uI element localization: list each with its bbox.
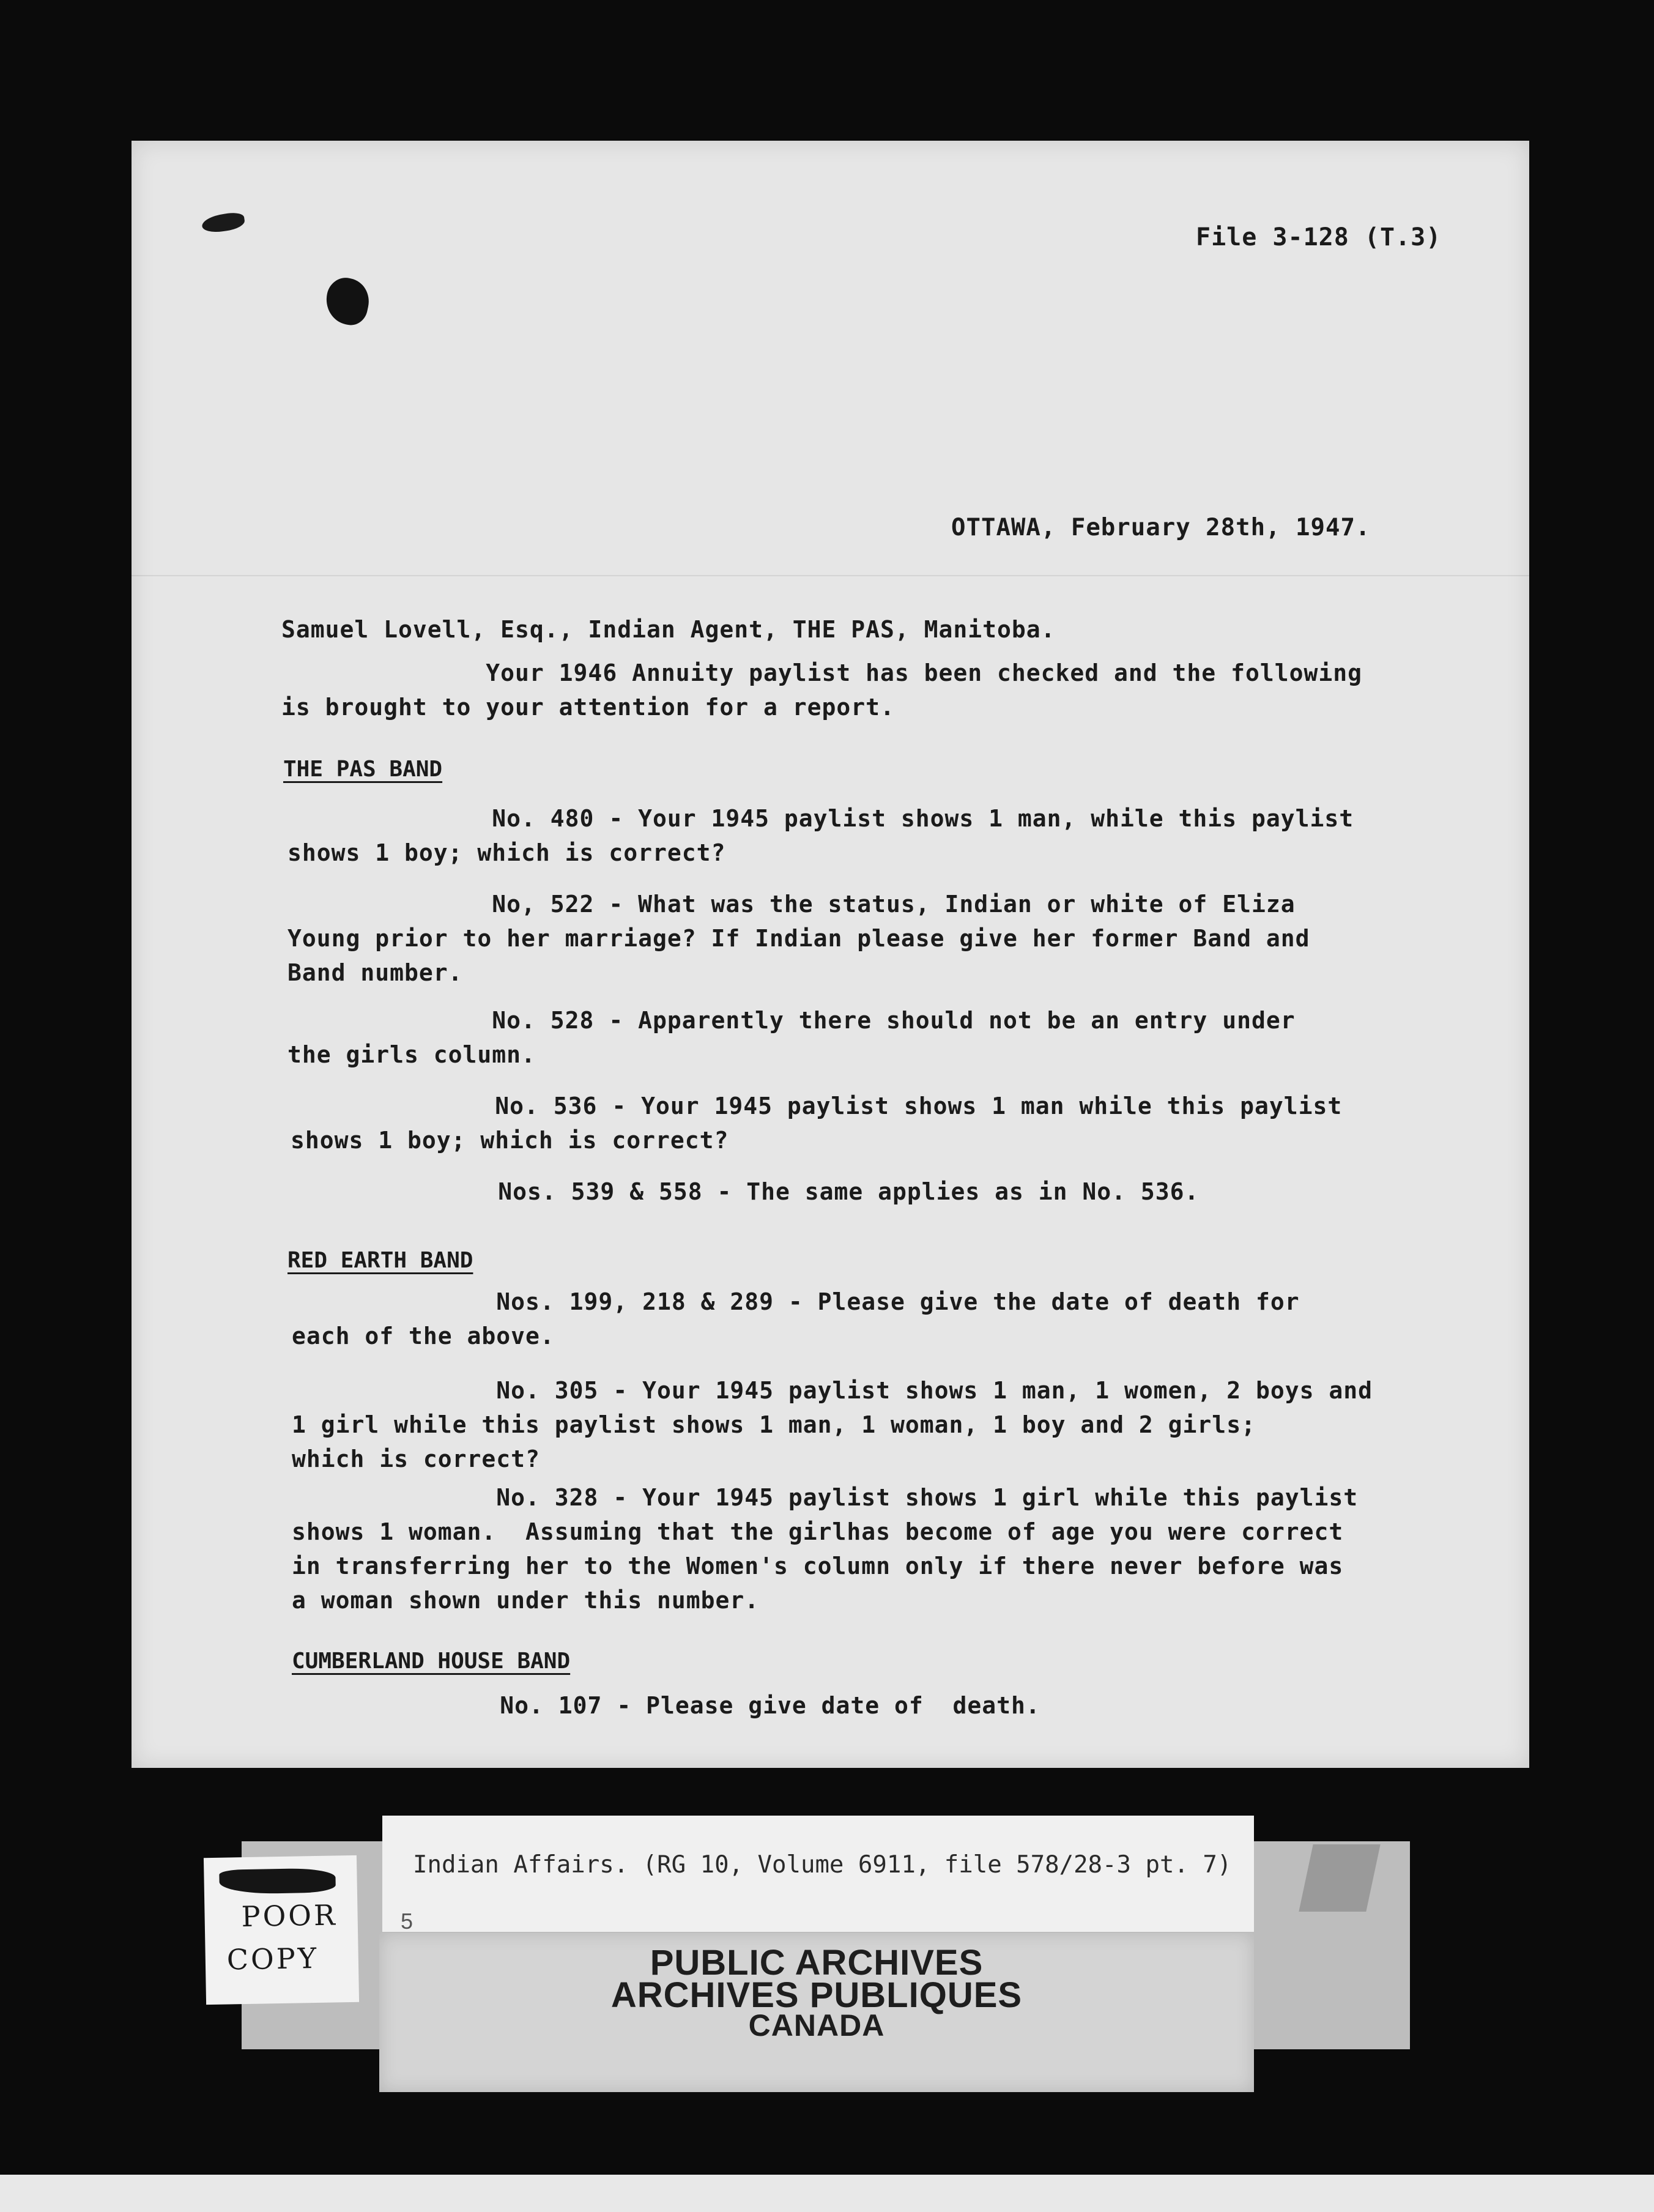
letter-page [132,141,1529,1768]
redaction-mark [219,1868,336,1894]
ink-blot [322,275,373,328]
entry-paragraph: No, 522 - What was the status, Indian or white of Eliza Young prior to her marriage? If Indian please give her former Band and Band number. [287,891,1310,986]
stamp-public-archives: PUBLIC ARCHIVES [650,1943,984,1983]
section-heading-the-pas-band: THE PAS BAND [283,757,443,782]
dateline: OTTAWA, February 28th, 1947. [951,514,1371,541]
entry-paragraph: No. 107 - Please give date of death. [295,1692,1040,1719]
section-heading-red-earth-band: RED EARTH BAND [287,1248,473,1273]
stamp-canada: CANADA [748,2008,885,2043]
entry-paragraph: Nos. 539 & 558 - The same applies as in No. 536. [294,1178,1200,1205]
entry-paragraph: No. 305 - Your 1945 paylist shows 1 man, 1 women, 2 boys and 1 girl while this paylist shows 1 man, 1 woman, 1 boy and 2 girls; which is correct? [292,1377,1373,1472]
page-fold [132,575,1529,576]
intro-paragraph: Your 1946 Annuity paylist has been checked and the following is brought to your attention for a report. [281,659,1362,721]
entry-paragraph: Nos. 199, 218 & 289 - Please give the date of death for each of the above. [292,1288,1300,1349]
poor-copy-note [204,1855,359,2005]
note-copy: COPY [226,1941,319,1976]
section-heading-cumberland-house-band: CUMBERLAND HOUSE BAND [292,1649,571,1674]
file-reference: File 3-128 (T.3) [1196,223,1442,251]
entry-paragraph: No. 528 - Apparently there should not be an entry under the girls column. [287,1007,1296,1068]
film-edge [0,2175,1654,2212]
note-poor: POOR [241,1898,338,1934]
entry-paragraph: No. 480 - Your 1945 paylist shows 1 man, while this paylist shows 1 boy; which is correct? [287,805,1354,866]
ink-blot [201,211,245,234]
entry-paragraph: No. 328 - Your 1945 paylist shows 1 girl while this paylist shows 1 woman. Assuming that the girlhas become of age you were correct in transferring her to the Women's column only if there never before was a woman shown under this number. [292,1484,1359,1614]
addressee: Samuel Lovell, Esq., Indian Agent, THE PAS, Manitoba. [281,616,1056,643]
citation-text: Indian Affairs. (RG 10, Volume 6911, file 578/28-3 pt. 7) [413,1851,1232,1879]
stamp-archives-publiques: ARCHIVES PUBLIQUES [610,1975,1023,2015]
label-corner [1299,1844,1380,1912]
entry-paragraph: No. 536 - Your 1945 paylist shows 1 man while this paylist shows 1 boy; which is correct? [291,1093,1343,1154]
stamp-digit: 5 [401,1909,414,1934]
citation-label [382,1816,1254,1932]
